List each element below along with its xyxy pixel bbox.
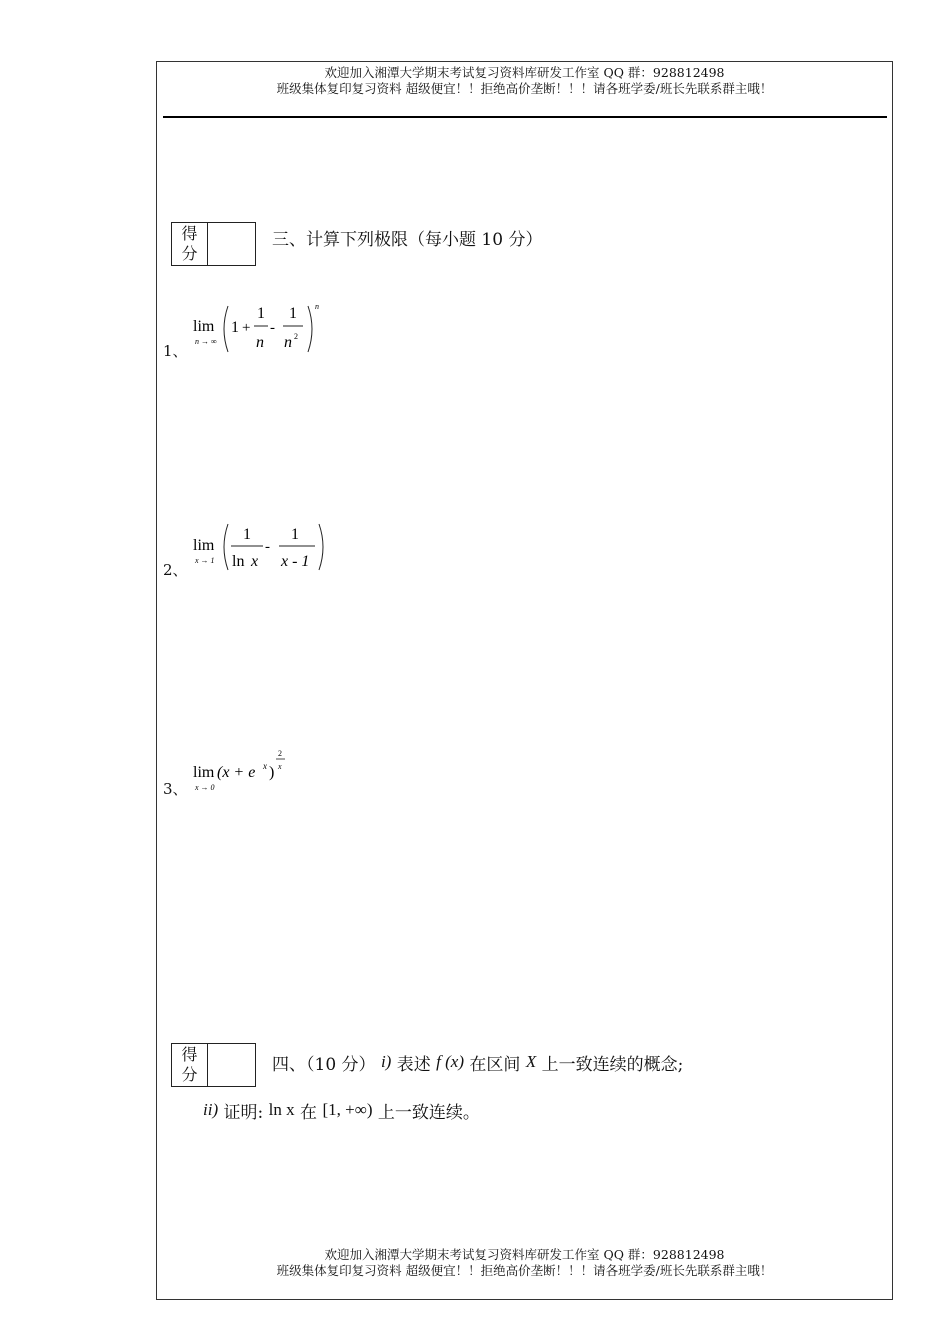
exp-denominator: x xyxy=(278,762,282,771)
section-3-title: 三、计算下列极限（每小题 10 分） xyxy=(272,230,543,250)
left-paren xyxy=(224,306,228,352)
left-paren xyxy=(224,524,228,570)
interval: [1, +∞) xyxy=(322,1100,373,1119)
part-i-text-1: 表述 xyxy=(396,1055,431,1075)
header-line-1: 欢迎加入湘潭大学期末考试复习资料库研发工作室 QQ 群：928812498 xyxy=(324,65,725,80)
outer-exponent: n xyxy=(315,302,319,311)
right-paren xyxy=(319,524,323,570)
question-2-formula xyxy=(190,518,330,580)
score-label-top: 得 xyxy=(181,1045,198,1064)
lim-subscript: n → ∞ xyxy=(195,337,217,346)
score-label-bottom: 分 xyxy=(181,244,198,263)
page-header xyxy=(156,65,893,97)
plus-sign: + xyxy=(242,320,251,336)
score-label xyxy=(172,223,208,265)
page-footer xyxy=(156,1247,893,1279)
score-cell xyxy=(208,223,255,265)
e-exponent: x xyxy=(263,761,267,771)
section-4-line-2 xyxy=(203,1098,480,1123)
score-label-bottom: 分 xyxy=(181,1065,198,1084)
base-expression: (x + e xyxy=(217,764,256,781)
minus-sign: - xyxy=(265,539,270,555)
frac1-den-x: x xyxy=(251,553,259,570)
minus-sign: - xyxy=(270,320,275,336)
part-ii-text-2: 在 xyxy=(300,1103,318,1123)
lim-subscript: x → 1 xyxy=(195,556,215,565)
lim-subscript: x → 0 xyxy=(195,783,215,792)
exp-numerator: 2 xyxy=(278,749,282,758)
score-box-section-3 xyxy=(171,222,256,266)
frac2-den-exp: 2 xyxy=(294,332,298,341)
question-1-formula xyxy=(190,298,330,360)
footer-line-1: 欢迎加入湘潭大学期末考试复习资料库研发工作室 QQ 群：928812498 xyxy=(324,1247,725,1262)
lim-text: lim xyxy=(193,764,215,781)
header-rule xyxy=(163,116,887,118)
frac2-num: 1 xyxy=(289,305,297,322)
frac1-num: 1 xyxy=(243,526,251,543)
close-paren: ) xyxy=(269,764,275,781)
question-2-number: 2、 xyxy=(163,561,188,579)
question-1-number: 1、 xyxy=(163,342,188,360)
ln-x: ln x xyxy=(268,1100,295,1119)
section-4-line-1 xyxy=(272,1050,683,1075)
f-of-x: f (x) xyxy=(436,1052,464,1071)
header-line-2: 班级集体复印复习资料 超级便宜！！拒绝高价垄断！！！请各班学委/班长先联系群主哦！ xyxy=(276,81,773,96)
footer-line-2: 班级集体复印复习资料 超级便宜！！拒绝高价垄断！！！请各班学委/班长先联系群主哦！ xyxy=(276,1263,773,1278)
part-i-text-2: 在区间 xyxy=(469,1055,521,1075)
right-paren xyxy=(308,306,312,352)
part-i-label: i) xyxy=(380,1052,392,1071)
section-4-title: 四、（10 分） xyxy=(272,1055,376,1075)
frac2-den: n xyxy=(284,334,292,351)
lim-text: lim xyxy=(193,318,215,335)
question-3-formula xyxy=(190,742,300,794)
part-ii-text-1: 证明: xyxy=(223,1103,264,1123)
score-label xyxy=(172,1044,208,1086)
frac2-den: x - 1 xyxy=(281,553,310,570)
question-3-number: 3、 xyxy=(163,780,188,798)
frac1-den-ln: ln xyxy=(232,553,245,570)
part-i-text-3: 上一致连续的概念; xyxy=(541,1055,684,1075)
interval-X: X xyxy=(525,1052,537,1071)
frac2-num: 1 xyxy=(291,526,299,543)
one: 1 xyxy=(231,319,239,336)
score-cell xyxy=(208,1044,255,1086)
frac1-den: n xyxy=(256,334,264,351)
frac1-num: 1 xyxy=(257,305,265,322)
score-label-top: 得 xyxy=(181,224,198,243)
score-box-section-4 xyxy=(171,1043,256,1087)
lim-text: lim xyxy=(193,537,215,554)
part-ii-text-3: 上一致连续。 xyxy=(377,1103,480,1123)
part-ii-label: ii) xyxy=(203,1100,219,1119)
